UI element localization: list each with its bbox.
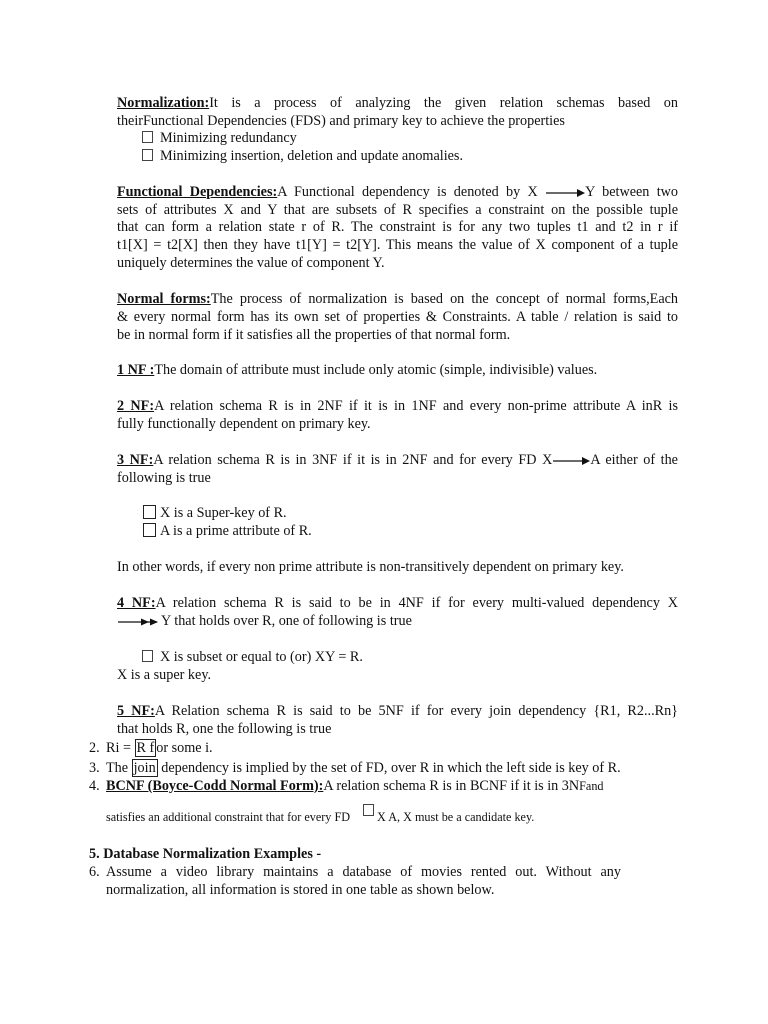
section5-heading: 5. Database Normalization Examples - xyxy=(89,846,322,862)
bullet-item: Minimizing redundancy xyxy=(142,129,297,147)
nf1-heading: 1 NF : xyxy=(117,362,155,378)
checkbox-bullet-icon xyxy=(142,131,153,143)
section5-line-1: Assume a video library maintains a database of movies rented out. Without any xyxy=(106,864,621,880)
bullet-item: X is a Super-key of R. xyxy=(143,504,287,522)
nf5-line-2: that holds R, one the following is true xyxy=(117,721,332,737)
nf4-line-1: 4 NF:A relation schema R is said to be in 4NF if for every multi-valued dependency X xyxy=(117,595,678,611)
checkbox-bullet-icon xyxy=(143,523,156,537)
bullet-item: Minimizing insertion, deletion and update anomalies. xyxy=(142,147,463,165)
list-item-2: Ri = R f or some i. xyxy=(106,740,213,756)
normal-forms-line-2: & every normal form has its own set of properties & Constraints. A table / relation is said to xyxy=(117,309,678,325)
bcnf-heading: BCNF (Boyce-Codd Normal Form): xyxy=(106,778,324,794)
arrow-icon xyxy=(552,456,590,466)
list-number: 4. xyxy=(89,778,100,794)
normal-forms-line-3: be in normal form if it satisfies all the properties of that normal form. xyxy=(117,327,511,343)
nf3-heading: 3 NF: xyxy=(117,452,154,468)
checkbox-bullet-icon xyxy=(142,650,153,662)
fd-line-5: uniquely determines the value of component Y. xyxy=(117,255,385,271)
list-number: 6. xyxy=(89,864,100,880)
nf3-other-words: In other words, if every non prime attribute is non-transitively dependent on primary key. xyxy=(117,559,624,575)
bullet-item: A is a prime attribute of R. xyxy=(143,522,312,540)
arrow-icon xyxy=(545,188,585,198)
nf2-heading: 2 NF: xyxy=(117,398,155,414)
normalization-line-2: theirFunctional Dependencies (FDS) and primary key to achieve the properties xyxy=(117,113,565,129)
nf3-line-1: 3 NF:A relation schema R is in 3NF if it is in 2NF and for every FD X A either of the xyxy=(117,452,678,468)
list-item-3: The join dependency is implied by the set of FD, over R in which the left side is key of R. xyxy=(106,760,621,776)
fd-line-4: t1[X] = t2[X] then they have t1[Y] = t2[Y]. This means the value of X component of a tuple xyxy=(117,237,678,253)
normalization-line-1: Normalization:It is a process of analyzing the given relation schemas based on xyxy=(117,95,678,111)
nf5-heading: 5 NF: xyxy=(117,703,155,719)
section5-line-2: normalization, all information is stored in one table as shown below. xyxy=(106,882,495,898)
nf4-line-3: X is a super key. xyxy=(117,667,212,683)
nf3-line-2: following is true xyxy=(117,470,211,486)
nf5-line-1: 5 NF:A Relation schema R is said to be 5NF if for every join dependency {R1, R2...Rn} xyxy=(117,703,678,719)
bcnf-line-2: satisfies an additional constraint that for every FD X A, X must be a candidate key. xyxy=(106,804,534,826)
normal-forms-line-1: Normal forms:The process of normalization is based on the concept of normal forms,Each xyxy=(117,291,679,307)
nf2-line-1: 2 NF:A relation schema R is in 2NF if it is in 1NF and every non-prime attribute A inR is xyxy=(117,398,678,414)
checkbox-bullet-icon xyxy=(363,804,374,816)
double-arrow-icon xyxy=(117,617,159,627)
fd-line-1: Functional Dependencies:A Functional dependency is denoted by X Y between two xyxy=(117,184,678,200)
list-number: 3. xyxy=(89,760,100,776)
fd-line-3: that can form a relation state r of R. The constraint is for any two tuples t1 and t2 in r if xyxy=(117,219,678,235)
normalization-heading: Normalization: xyxy=(117,95,210,111)
nf2-line-2: fully functionally dependent on primary key. xyxy=(117,416,371,432)
checkbox-bullet-icon xyxy=(142,149,153,161)
checkbox-bullet-icon xyxy=(143,505,156,519)
fd-line-2: sets of attributes X and Y that are subsets of R specifies a constraint on the possible tuple xyxy=(117,202,678,218)
bullet-item: X is subset or equal to (or) XY = R. xyxy=(142,648,363,666)
nf4-line-2: Y that holds over R, one of following is true xyxy=(117,612,412,630)
normal-forms-heading: Normal forms: xyxy=(117,291,211,307)
nf1-line: 1 NF :The domain of attribute must include only atomic (simple, indivisible) values. xyxy=(117,362,598,378)
list-number: 2. xyxy=(89,740,100,756)
nf4-heading: 4 NF: xyxy=(117,595,156,611)
fd-heading: Functional Dependencies: xyxy=(117,184,278,200)
bcnf-line-1: BCNF (Boyce-Codd Normal Form):A relation schema R is in BCNF if it is in 3NFand xyxy=(106,778,604,794)
